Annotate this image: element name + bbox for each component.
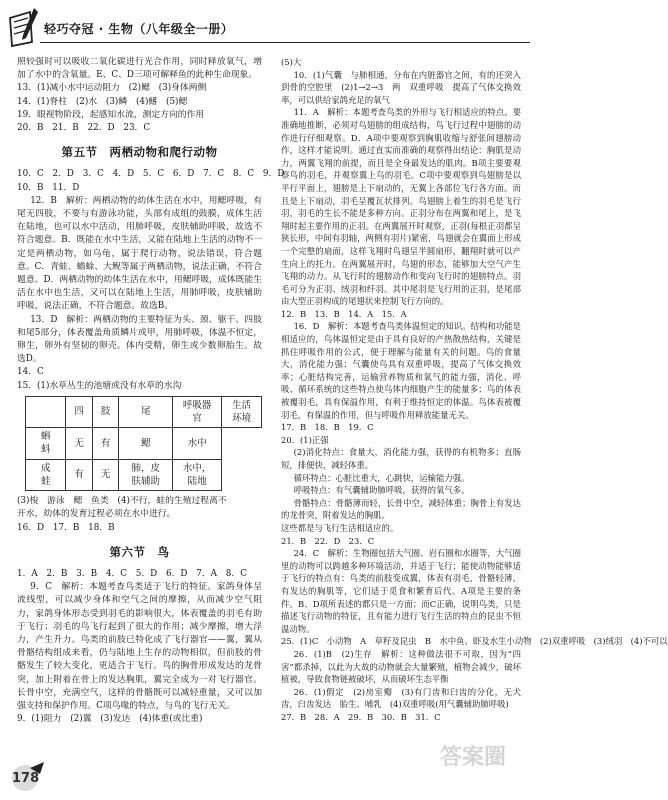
table-cell: 有: [92, 428, 119, 459]
answer-line: 17．B 18．B 19．C: [281, 422, 374, 433]
left-column: [17, 56, 285, 726]
page-number: 178: [12, 771, 40, 786]
answer-paragraph: 循环特点：心脏比重大，心跳快，运输能力强。: [293, 472, 470, 483]
table-row: [26, 459, 262, 490]
answer-line: 这些都是与飞行生活相适应的。: [281, 522, 399, 533]
answer-paragraph: 骨骼特点：骨骼薄而轻，长骨中空，减轻体重；胸骨上有发达的龙骨突，附着发达的胸肌。: [281, 497, 521, 521]
table-header-cell: 尾: [119, 396, 173, 427]
table-cell: 有: [66, 459, 93, 490]
table-header-cell: 生活环境: [222, 396, 262, 427]
answer-line: (5)大: [281, 57, 302, 67]
answer-line: 15．(1)水草丛生的池塘或没有水草的水沟: [17, 380, 182, 391]
answer-paragraph: 13．D 解析：两栖动物的主要特征为头、颈、躯干、四肢和尾5部分，体表覆盖角质鳞片或甲，用肺呼吸，体温不恒定，卵生，卵外有坚韧的卵壳。体内受精，卵生或少数卵胎生。故选D。: [17, 314, 262, 365]
table-row: [26, 428, 262, 459]
answer-line: 10．B 11．D: [17, 182, 80, 193]
answer-line: 开水，幼体的发育过程必须在水中进行。: [17, 509, 176, 520]
table-cell: 无: [92, 459, 119, 490]
table-cell: 蝌 蚪: [26, 428, 66, 459]
answer-line: 1．A 2．B 3．B 4．C 5．D 6．D 7．A 8．C: [17, 568, 247, 579]
page-number-badge: [10, 760, 48, 796]
table-header-row: [26, 396, 262, 427]
answer-line: 25．(1)C 小动物 A 草籽及昆虫 B 水中鱼、虾及水生小动物 (2)双重呼吸 (3)绒羽 (4)不可以: [281, 636, 668, 647]
answer-line: 14．(1)脊柱 (2)水 (3)鳞 (4)鳍 (5)鳃: [17, 96, 188, 107]
answer-paragraph: 照较强时可以吸收二氧化碳进行光合作用，同时释放氧气，增加了水中的含氧量。E、C、D三项可解释鱼的此种生命现象。: [17, 57, 262, 81]
answer-paragraph: 9．C 解析：本题考查鸟类适于飞行的特征。家鸽身体呈流线型，可以减少身体和空气之间的摩擦，从而减少空气阻力，家鸽身体形态受到羽毛的影响很大，体表覆盖的羽毛有助于飞行；羽毛的鸟飞行起到了很大的作用；减少摩擦，增大浮力，产生升力。鸟类的前肢已特化成了飞行器官——翼，翼从骨骼结构组成来看，仍与陆地上生存的动物相似，但前肢的骨骼发生了较大变化，更适合于飞行。鸟的胸骨形成发达的龙骨突，加上附着在骨上的发达胸肌，翼完全成为一对飞行器官。长骨中空，充满空气，这样的骨骼既可以减轻重量，又可以加强支持和保护作用。C项鸟喙的特点，与鸟的飞行无关。: [17, 582, 262, 711]
answer-paragraph: 24．C 解析：生物圈包括大气圈、岩石圈和水圈等，大气圈里的动物可以跨越多种环境活动，并适于飞行；能使动物能够适于飞行的特点有：鸟类的前肢变成翼，体表有羽毛，骨骼轻薄，有发达的胸肌等，它们适于觅食和繁育后代。A项是主要的条件。B、D项所表述的都只是一方面；而C正确，说明鸟类，只是描述飞行动物的特征，且有能力进行飞行生活的特点的昆虫不恒温动物。: [281, 548, 521, 634]
table-cell: 水中: [173, 428, 222, 459]
answer-line: (3)梭 游泳 鳃 鱼类 (4)不行，蛙的生殖过程离不: [17, 496, 227, 507]
answer-paragraph: (2)消化特点：食量大，消化能力强，获得的有机物多；直肠短，排便快，减轻体重。: [281, 447, 521, 470]
answer-line: 13．(1)减小水中运动阻力 (2)鳃 (3)身体两侧: [17, 83, 207, 94]
answer-paragraph: 11．A 解析：本题考查鸟类的外形与飞行相适应的特点。要准确地推断，必须对鸟翅膀的组成结构，鸟飞行过程中翅膀的动作进行仔细观察。D．A项中要观察到胸肌收缩与舒张间翅膀动作，这样才能说明。通过直实而准确的观察得出结论：胸肌是动力，两翼飞翔的前提，而且是全身最发达的肌肉。B项主要要观察鸟的羽毛，并观察翼上鸟的羽毛。C项中要观察到鸟翅膀是以平行平面上，翅膀是上下扇动的，无翼上各部位飞行各方面。而且是上下扇动，羽毛呈覆瓦状排列。鸟翅膀上着生的羽毛是飞行羽，羽毛的生长不能是多种方向。正羽分布在两翼和尾上，是飞翔时起主要作用的正羽。在两翼展开时观察，正羽(每根正羽都呈狭长形，中间有羽轴，两侧有羽片)紧密，鸟翅就会在翼面上形成一个完整的扇面，这样飞翔时鸟翅呈半圆扇形，翻翔时就可以产生向上的托力。在两翼展开时，鸟翅的形态，能够加大空气产生飞翔的动力。从飞行时的翅膀动作和变向飞行时的翅膀特点。羽毛可分为正羽、绒羽和纤羽。其中尾羽是飞行用的正羽，是尾部由大型正羽构成的尾翅状来控制飞行方向的。: [281, 107, 521, 307]
characteristics-table: [25, 396, 262, 491]
table-header-cell: [26, 396, 66, 427]
header-title: 轻巧夺冠 · 生物（八年级全一册）: [44, 22, 234, 36]
answer-line: 20．B 21．B 22．D 23．C: [17, 123, 151, 134]
table-cell: 无: [66, 428, 93, 459]
table-header-cell: 肢: [92, 396, 119, 427]
answer-paragraph: 呼吸特点：有气囊辅助肺呼吸，获得的氧气多。: [293, 485, 470, 496]
answer-line: 20．(1)正强: [281, 434, 329, 445]
table-cell: 肺，皮肤辅助: [119, 459, 173, 490]
answer-paragraph: 26．(1)B (2)生存 解析：这种做法很不可取，因为“四害”都杀掉，以此为大故的动物就会大量繁殖，植物会减少，破坏植被，导致食物链被破坏，从而破坏生态平衡: [281, 648, 521, 685]
answer-line: 21．B 22．D 23．C: [281, 535, 375, 546]
answer-paragraph: 10．(1)气囊 与肺相通，分布在内脏器官之间，有的还突入到骨的空腔里 (2)1→2→3 两 双重呼吸 提高了气体交换效率，可以供给家鸽充足的氧气: [281, 69, 521, 105]
answer-paragraph: 16．D 解析：本题考查鸟类体温恒定的知识。结构和功能是相适应的，鸟体温恒定是由于具有良好的产热散热结构，关键是抓住呼吸作用的公式，便于理解与能量有关的问题。鸟的食量大，消化能力强；气囊使鸟具有双重呼吸，提高了气体交换效率；心脏结构完善，运输营养物质和氧气的能力强，消化、呼吸、循环系统的这些特点使鸟体内细胞产生的能量多；鸟的体表被覆羽毛，具有保温作用，有利于维持恒定的体温。鸟体表被覆羽毛，有保温的作用，但与呼吸作用释放能量无关。: [281, 321, 521, 420]
answer-line: 14．C: [17, 367, 44, 378]
answer-line: 27．B 28．A 29．B 30．B 31．C: [281, 711, 441, 722]
answer-line: 12．B 13．B 14．A 15．A: [281, 308, 407, 319]
answer-line: 16．D 17．B 18．B: [17, 522, 115, 533]
answer-paragraph: 12．B 解析：两栖动物的幼体生活在水中，用鳃呼吸，有尾无四肢，不要与有游泳功能，头部有成组的鼓膜，成体生活在陆地，也可以水中活动，用肺呼吸，皮肤辅助呼吸，故选不符合题意。B．既能在水中生活，又能在陆地上生活的动物不一定是两栖动物，如乌龟，属于爬行动物，说法错误，符合题意。C．青蛙、蟾蜍、大鲵等属于两栖动物，说法正确，不符合题意。D．两栖动物的幼体生活在水中，用鳃呼吸，成体既能生活在水中也生活，又可以在陆地上生活，用肺呼吸，皮肤辅助呼吸，说法正确，不符合题意。故选B。: [17, 195, 262, 312]
section-heading: 第五节 两栖动物和爬行动物: [61, 145, 218, 160]
table-cell: 鳃: [119, 428, 173, 459]
table-cell: 成 蛙: [26, 459, 66, 490]
table-cell: 水中，陆地: [173, 459, 222, 490]
right-column: [281, 56, 668, 723]
answer-line: 9．(1)阻力 (2)翼 (3)发达 (4)体重(或比重): [17, 714, 203, 725]
section-heading: 第六节 鸟: [109, 544, 170, 559]
table-header-cell: 呼吸器官: [173, 396, 222, 427]
page-header: [0, 0, 535, 58]
book-pen-logo-icon: [6, 4, 40, 50]
answer-line: 10．C 2．D 3．C 4．D 5．C 6．D 7．C 8．C 9．D: [17, 169, 285, 180]
answer-line: 19．眼视物阶段，起感知水流，测定方向的作用: [17, 109, 205, 120]
answer-paragraph: 26．(1)假定 (2)房室瓣 (3)有门齿和臼齿的分化，无犬齿，臼齿发达 胎生、哺乳 (4)双重呼吸(用气囊辅助肺呼吸): [281, 686, 521, 710]
table-header-cell: 四: [66, 396, 93, 427]
header-divider: [40, 42, 530, 43]
watermark: 答案圈: [440, 745, 507, 770]
